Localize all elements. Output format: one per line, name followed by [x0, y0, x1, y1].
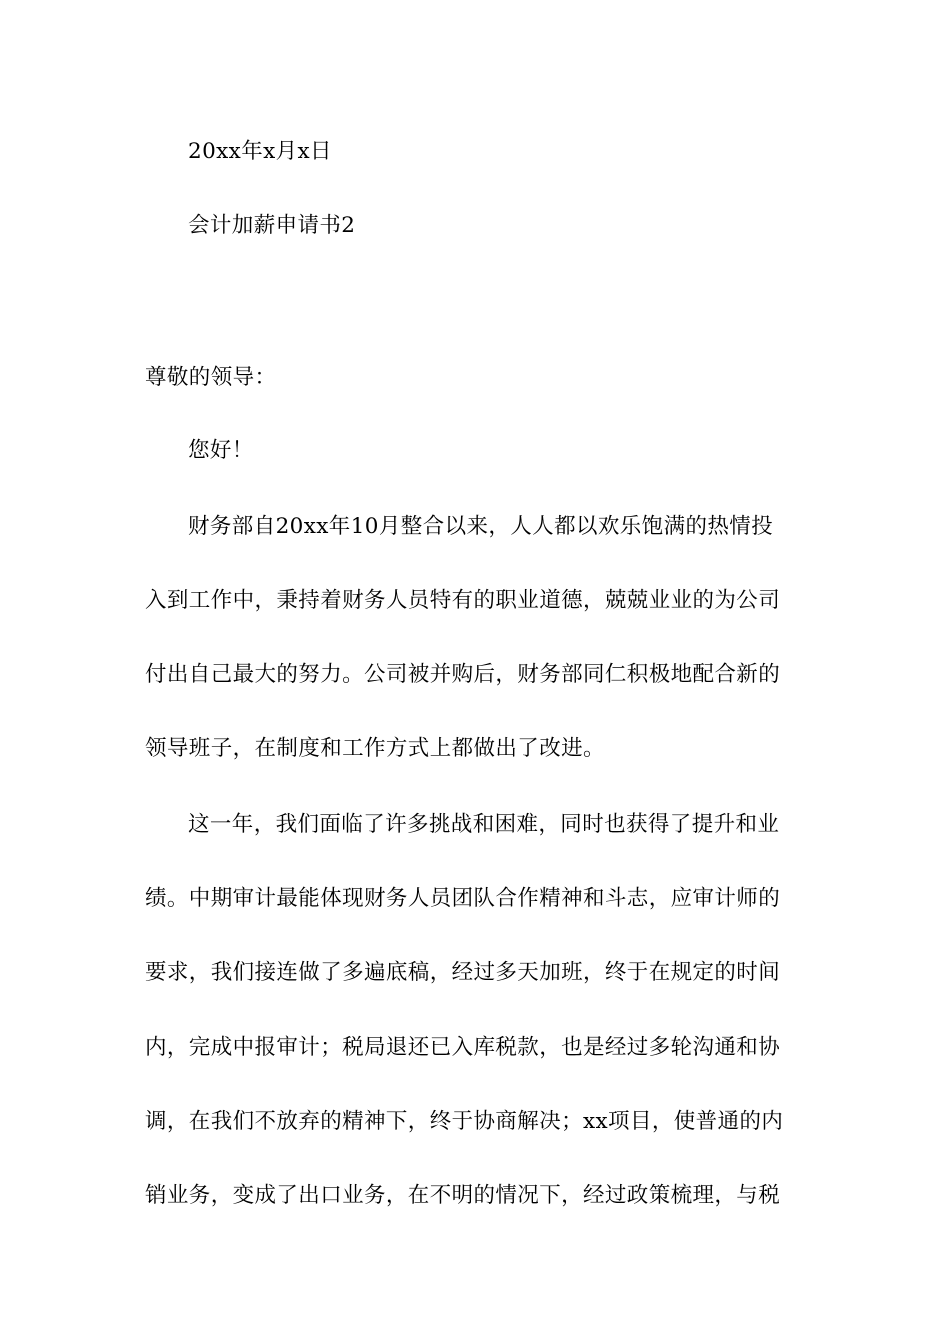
paragraph2-line4: 内，完成中报审计；税局退还已入库税款，也是经过多轮沟通和协 — [145, 1035, 781, 1060]
paragraph1-line2: 入到工作中，秉持着财务人员特有的职业道德，兢兢业业的为公司 — [145, 588, 781, 613]
paragraph1-line4: 领导班子，在制度和工作方式上都做出了改进。 — [145, 736, 605, 761]
document-heading: 会计加薪申请书2 — [188, 213, 356, 238]
paragraph2-line5: 调，在我们不放弃的精神下，终于协商解决；xx项目，使普通的内 — [145, 1109, 784, 1134]
paragraph1-line1: 财务部自20xx年10月整合以来，人人都以欢乐饱满的热情投 — [188, 514, 774, 539]
paragraph2-line1: 这一年，我们面临了许多挑战和困难，同时也获得了提升和业 — [188, 812, 780, 837]
salutation: 尊敬的领导： — [145, 365, 277, 390]
date-line: 20xx年x月x日 — [188, 139, 332, 164]
paragraph2-line3: 要求，我们接连做了多遍底稿，经过多天加班，终于在规定的时间 — [145, 960, 781, 985]
paragraph2-line6: 销业务，变成了出口业务，在不明的情况下，经过政策梳理，与税 — [145, 1183, 781, 1208]
greeting: 您好！ — [188, 438, 254, 463]
paragraph2-line2: 绩。中期审计最能体现财务人员团队合作精神和斗志，应审计师的 — [145, 886, 781, 911]
paragraph1-line3: 付出自己最大的努力。公司被并购后，财务部同仁积极地配合新的 — [145, 662, 781, 687]
